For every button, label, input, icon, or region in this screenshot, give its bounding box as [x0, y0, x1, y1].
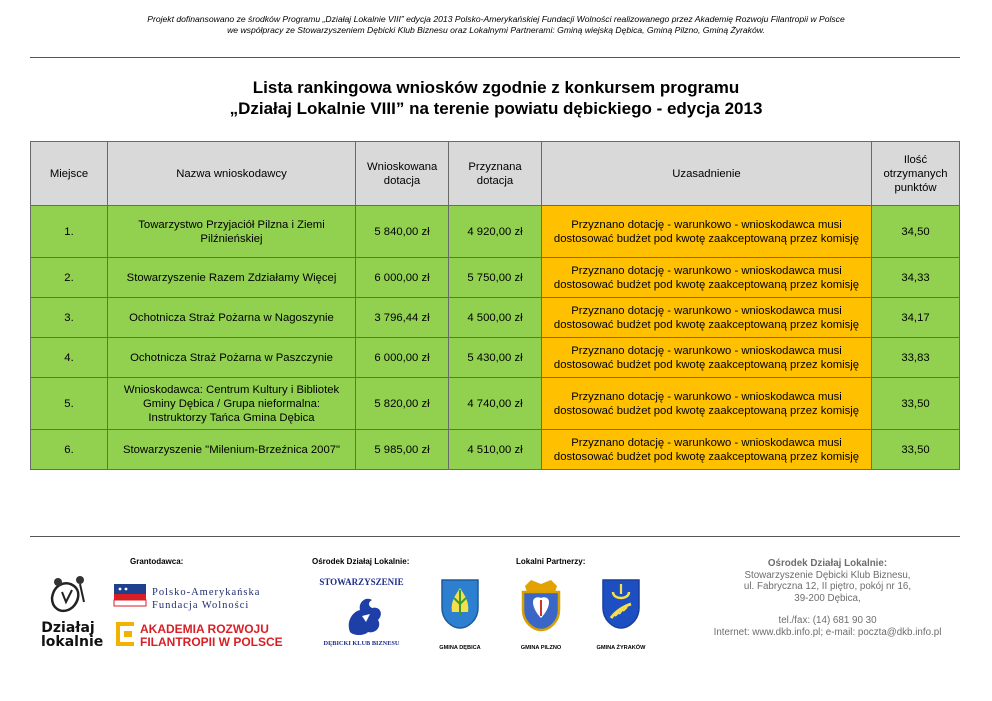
funding-note-line1: Projekt dofinansowano ze środków Programu „Działaj Lokalnie VIII” edycja 2013 Polsko-Amerykańskiej Fundacji Wolności realizowanego przez Akademię Rozwoju Filantropii w Polsce — [147, 14, 845, 24]
cell-points: 33,83 — [872, 338, 960, 378]
gmina-zyrakow-coat-of-arms-icon — [601, 578, 641, 630]
table-row — [31, 430, 960, 470]
table-row — [31, 258, 960, 298]
cell-applicant: Ochotnicza Straż Pożarna w Paszczynie — [108, 338, 356, 378]
footer-divider — [30, 536, 960, 537]
contact-line2: ul. Fabryczna 12, II piętro, pokój nr 16, — [743, 581, 912, 592]
header-points-label: Ilość otrzymanych punktów — [883, 153, 948, 194]
contact-line3: 39-200 Dębica, — [794, 592, 861, 604]
header-place: Miejsce — [31, 142, 108, 206]
table-row — [31, 338, 960, 378]
funding-note — [30, 14, 962, 36]
cell-place: 2. — [31, 258, 108, 298]
cell-points: 34,33 — [872, 258, 960, 298]
pafw-logo-text — [152, 586, 260, 612]
cell-applicant: Ochotnicza Straż Pożarna w Nagoszynie — [108, 298, 356, 338]
contact-line1: Stowarzyszenie Dębicki Klub Biznesu, — [744, 569, 911, 581]
stowarzyszenie-logo-text: STOWARZYSZENIE — [319, 577, 404, 587]
cell-granted: 5 750,00 zł — [449, 258, 542, 298]
title-line1: Lista rankingowa wniosków zgodnie z konkursem programu — [252, 78, 740, 97]
grantor-label: Grantodawca: — [130, 557, 184, 566]
header-granted-label: Przyznana dotacja — [468, 160, 522, 187]
dzialaj-lokalnie-logo-text: Działaj lokalnie — [41, 620, 104, 650]
cell-requested: 3 796,44 zł — [356, 298, 449, 338]
cell-applicant — [108, 206, 356, 258]
cell-granted: 4 510,00 zł — [449, 430, 542, 470]
arfp-logo-text — [140, 623, 283, 649]
cell-points: 33,50 — [872, 430, 960, 470]
applicant-text: Towarzystwo Przyjaciół Pilzna i Ziemi Pilźnieńskiej — [138, 218, 325, 245]
cell-justification: Przyznano dotację - warunkowo - wnioskodawca musi dostosować budżet pod kwotę zaakceptowaną przez komisję — [542, 430, 872, 470]
header-justification: Uzasadnienie — [542, 142, 872, 206]
arfp-mark-icon — [114, 621, 136, 647]
gmina-debica-coat-of-arms-icon — [440, 578, 480, 630]
cell-requested: 6 000,00 zł — [356, 258, 449, 298]
gmina-debica-caption: GMINA DĘBICA — [439, 645, 481, 651]
cell-requested: 5 840,00 zł — [356, 206, 449, 258]
partners-label: Lokalni Partnerzy: — [516, 557, 586, 566]
header-requested — [356, 142, 449, 206]
cell-justification: Przyznano dotację - warunkowo - wnioskodawca musi dostosować budżet pod kwotę zaakceptowaną przez komisję — [542, 338, 872, 378]
griffin-emblem-icon — [340, 592, 388, 638]
gmina-zyrakow-caption: GMINA ŻYRAKÓW — [596, 645, 646, 651]
dkb-logo-text: DĘBICKI KLUB BIZNESU — [323, 640, 400, 647]
pafw-line1: Polsko-Amerykańska — [152, 587, 261, 598]
arfp-line2: FILANTROPII W POLSCE — [140, 635, 283, 649]
cell-applicant — [108, 378, 356, 430]
gmina-pilzno-caption: GMINA PILZNO — [520, 645, 562, 651]
contact-block — [710, 558, 945, 638]
ranking-table — [30, 141, 960, 470]
center-label: Ośrodek Działaj Lokalnie: — [312, 557, 410, 566]
cell-justification: Przyznano dotację - warunkowo - wnioskodawca musi dostosować budżet pod kwotę zaakceptowaną przez komisję — [542, 258, 872, 298]
cell-points: 33,50 — [872, 378, 960, 430]
header-requested-label: Wnioskowana dotacja — [367, 160, 438, 187]
cell-requested: 5 985,00 zł — [356, 430, 449, 470]
table-row — [31, 298, 960, 338]
cell-points: 34,50 — [872, 206, 960, 258]
dzialaj-lokalnie-emblem-icon — [44, 572, 92, 618]
arfp-line1: AKADEMIA ROZWOJU — [140, 622, 269, 636]
header-points — [872, 142, 960, 206]
cell-applicant: Stowarzyszenie "Milenium-Brzeźnica 2007" — [108, 430, 356, 470]
contact-web: Internet: www.dkb.info.pl; e-mail: poczta@dkb.info.pl — [713, 626, 942, 638]
contact-phone: tel./fax: (14) 681 90 30 — [778, 615, 877, 626]
contact-title: Ośrodek Działaj Lokalnie: — [767, 558, 888, 569]
header-applicant: Nazwa wnioskodawcy — [108, 142, 356, 206]
funding-note-line2: we współpracy ze Stowarzyszeniem Dębicki Klub Biznesu oraz Lokalnymi Partnerami: Gminą wiejską Dębica, Gminą Pilzno, Gminą Żyraków. — [227, 25, 765, 35]
cell-place: 6. — [31, 430, 108, 470]
cell-justification: Przyznano dotację - warunkowo - wnioskodawca musi dostosować budżet pod kwotę zaakceptowaną przez komisję — [542, 206, 872, 258]
cell-justification: Przyznano dotację - warunkowo - wnioskodawca musi dostosować budżet pod kwotę zaakceptowaną przez komisję — [542, 378, 872, 430]
cell-granted: 5 430,00 zł — [449, 338, 542, 378]
cell-granted: 4 740,00 zł — [449, 378, 542, 430]
table-header-row — [31, 142, 960, 206]
cell-applicant: Stowarzyszenie Razem Zdziałamy Więcej — [108, 258, 356, 298]
pafw-flag-icon — [112, 582, 148, 610]
cell-points: 34,17 — [872, 298, 960, 338]
cell-requested: 5 820,00 zł — [356, 378, 449, 430]
header-granted — [449, 142, 542, 206]
cell-requested: 6 000,00 zł — [356, 338, 449, 378]
table-row — [31, 378, 960, 430]
table-row — [31, 206, 960, 258]
cell-place: 3. — [31, 298, 108, 338]
applicant-text: Wnioskodawca: Centrum Kultury i Bibliotek Gminy Dębica / Grupa nieformalna: Instruktorzy Tańca Gmina Dębica — [123, 383, 340, 424]
cell-place: 5. — [31, 378, 108, 430]
page-title — [0, 77, 992, 119]
contact-spacer — [710, 604, 945, 615]
cell-place: 1. — [31, 206, 108, 258]
pafw-line2: Fundacja Wolności — [152, 600, 250, 611]
cell-justification: Przyznano dotację - warunkowo - wnioskodawca musi dostosować budżet pod kwotę zaakceptowaną przez komisję — [542, 298, 872, 338]
title-line2: „Działaj Lokalnie VIII” na terenie powiatu dębickiego - edycja 2013 — [229, 99, 763, 118]
header-divider — [30, 57, 960, 58]
cell-granted: 4 920,00 zł — [449, 206, 542, 258]
gmina-pilzno-coat-of-arms-icon — [517, 576, 565, 632]
cell-granted: 4 500,00 zł — [449, 298, 542, 338]
cell-place: 4. — [31, 338, 108, 378]
